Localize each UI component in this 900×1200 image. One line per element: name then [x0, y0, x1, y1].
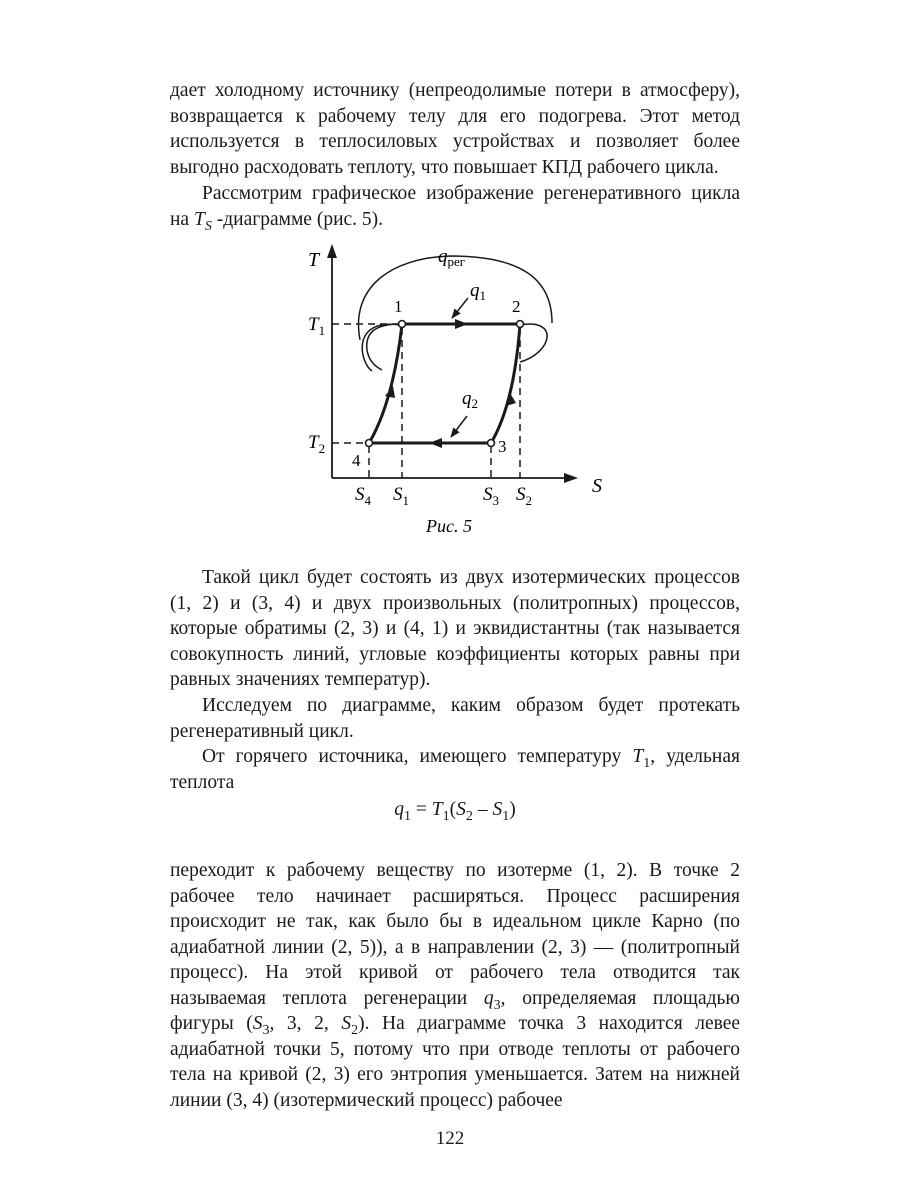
t2-label: $T_2$	[308, 432, 326, 456]
paragraph-top	[170, 78, 740, 180]
q1-leader	[452, 298, 468, 318]
q2-label: $q_2$	[462, 388, 478, 411]
figure-caption: Рис. 5	[426, 516, 472, 536]
point-4-label: 4	[352, 451, 361, 470]
q-reg-label: $q_{рег}$	[438, 246, 466, 269]
paragraph-cycle	[170, 565, 740, 693]
page-number: 122	[435, 1128, 465, 1149]
hot-var-sub: 1	[643, 754, 651, 771]
point-2-label: 2	[512, 297, 521, 316]
paragraph-hot	[170, 744, 740, 795]
q1-label: $q_1$	[470, 280, 486, 303]
intro-var-sub: S	[204, 217, 212, 234]
paragraph-intro	[170, 181, 740, 232]
point-4	[366, 440, 373, 447]
polytrope-4-1	[369, 324, 402, 443]
hot-before: От горячего источника, имеющего температуру	[202, 746, 633, 767]
s3-label: $S_3$	[483, 484, 499, 508]
paragraph-study	[170, 693, 740, 744]
s2-label: $S_2$	[516, 484, 532, 508]
bottom-part1: переходит к рабочему веществу по изотерме (1, 2). В точке 2 рабочее тело начинает расширяться. Процесс расширения происходит не так, как было бы в идеальном цикле Карно (по адиабатной линии (2, 5)), а в направлении (2, 3) — (политропный процесс). На этой кривой от рабочего тела отводится так называемая теплота регенерации	[170, 860, 740, 1009]
q2-leader	[451, 416, 467, 437]
paragraph-bottom: переходит к рабочему веществу по изотерме (1, 2). В точке 2 рабочее тело начинает расширяться. Процесс расширения происходит не так, как было бы в идеальном цикле Карно (по адиабатной линии (2, 5)), а в направлении (2, 3) — (политропный процесс). На этой кривой от рабочего тела отводится так называемая теплота регенерации $q_3$, определяемая площадью фигуры ($S_3$, 3, 2, $S_2$). На диаграмме точка 3 находится левее адиабатной точки 5, потому что при отводе теплоты от рабочего тела на кривой (2, 3) его энтропия уменьшается. Затем на нижней линии (3, 4) (изотермический процесс) рабочее	[170, 860, 741, 1111]
s-axis-arrow-icon	[564, 473, 578, 483]
intro-after: -диаграмме (рис. 5).	[211, 208, 384, 230]
arrow-1-2-icon	[455, 319, 468, 329]
s1-label: $S_1$	[393, 484, 409, 508]
intro-before: Рассмотрим графическое изображение регенеративного цикла на	[170, 183, 740, 230]
point-2	[517, 321, 524, 328]
paragraph-top-text: дает холодному источнику (непреодолимые потери в атмосферу), возвращается к рабочему телу для его подогрева. Этот метод используется в теплосиловых устройствах и позволяет более выгодно расходовать теплоту, что повышает КПД рабочего цикла.	[170, 80, 740, 178]
hot-after: , удельная теплота	[170, 746, 740, 793]
polytrope-2-3	[491, 324, 520, 443]
ts-diagram	[280, 238, 640, 538]
ts-diagram-figure	[280, 238, 640, 538]
formula-q1: $q_1 = T_1(S_2 - S_1)$	[394, 799, 516, 824]
arrow-3-4-icon	[429, 438, 442, 448]
point-1-label: 1	[394, 297, 403, 316]
paragraph-study-text: Исследуем по диаграмме, каким образом будет протекать регенеративный цикл.	[170, 695, 740, 742]
hot-var: T	[632, 746, 644, 767]
t1-label: $T_1$	[308, 314, 326, 338]
intro-var: T	[193, 208, 205, 230]
axis-s-label: S	[592, 475, 602, 497]
point-3	[488, 440, 495, 447]
axis-t-label: T	[308, 249, 320, 271]
bottom-part4: ). На диаграмме точка 3 находится левее адиабатной точки 5, потому что при отводе теплоты от рабочего тела на кривой (2, 3) его энтропия уменьшается. Затем на нижней линии (3, 4) (изотермический процесс) рабочее	[170, 1013, 741, 1111]
paragraph-cycle-text: Такой цикл будет состоять из двух изотермических процессов (1, 2) и (3, 4) и двух произвольных (политропных) процессов, которые обратимы (2, 3) и (4, 1) и эквидистантны (так называется совокупность линий, угловые коэффициенты которых равны при равных значениях температур).	[170, 567, 740, 690]
s4-label: $S_4$	[355, 484, 371, 508]
point-3-label: 3	[498, 437, 507, 456]
t-axis-arrow-icon	[327, 244, 337, 258]
point-1	[399, 321, 406, 328]
